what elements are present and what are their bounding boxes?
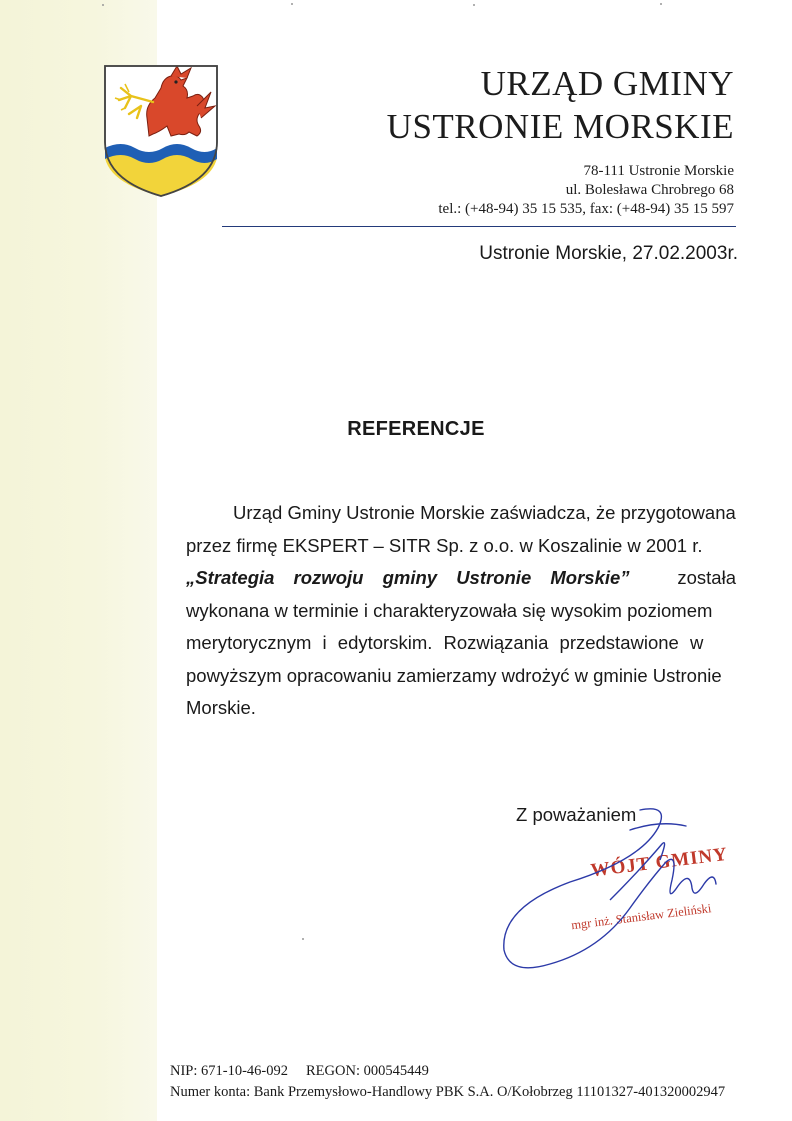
body-line: powyższym opracowaniu zamierzamy wdrożyć w gminie Ustronie xyxy=(186,664,722,686)
contact-phone-fax: tel.: (+48-94) 35 15 535, fax: (+48-94) 35 15 597 xyxy=(438,201,734,217)
stamp-name: mgr inż. Stanisław Zieliński xyxy=(570,901,713,933)
footer-bank-account: Numer konta: Bank Przemysłowo-Handlowy PBK S.A. O/Kołobrzeg 11101327-401320002947 xyxy=(170,1084,726,1100)
body-line: Urząd Gminy Ustronie Morskie zaświadcza, że przygotowana xyxy=(233,502,736,523)
address-block xyxy=(314,162,734,219)
coat-of-arms-logo xyxy=(101,62,221,200)
strategy-document-title: „Strategia rozwoju gminy Ustronie Morskie” xyxy=(186,567,630,588)
address-street: ul. Bolesława Chrobrego 68 xyxy=(565,182,734,198)
handwritten-signature xyxy=(504,809,716,968)
footer-regon: REGON: 000545449 xyxy=(306,1063,429,1079)
scan-speck xyxy=(291,3,293,5)
body-line-end: została xyxy=(677,567,736,588)
document-title: REFERENCJE xyxy=(347,418,485,440)
footer-ids xyxy=(170,1061,750,1082)
organization-name-line1: URZĄD GMINY xyxy=(480,64,734,103)
body-line: merytorycznym i edytorskim. Rozwiązania przedstawione w xyxy=(186,632,704,653)
signature-and-stamp xyxy=(490,800,760,975)
footer-nip: NIP: 671-10-46-092 xyxy=(170,1063,289,1079)
scan-speck xyxy=(302,938,304,940)
organization-name xyxy=(254,62,734,148)
scan-speck xyxy=(102,4,104,6)
body-line: wykonana w terminie i charakteryzowała się wysokim poziomem xyxy=(186,599,713,621)
letter-body xyxy=(186,497,736,725)
stamp-office: WÓJT GMINY xyxy=(589,843,729,882)
scan-speck xyxy=(660,3,662,5)
place-and-date: Ustronie Morskie, 27.02.2003r. xyxy=(479,243,738,264)
address-postal: 78-111 Ustronie Morskie xyxy=(583,163,734,179)
footer xyxy=(170,1061,750,1103)
body-line: Morskie. xyxy=(186,697,256,718)
header-divider xyxy=(222,226,736,227)
body-line: przez firmę EKSPERT – SITR Sp. z o.o. w Koszalinie w 2001 r. xyxy=(186,534,703,556)
organization-name-line2: USTRONIE MORSKIE xyxy=(386,107,734,146)
closing-salutation: Z poważaniem xyxy=(516,804,637,825)
body-line xyxy=(186,562,736,595)
scan-speck xyxy=(473,4,475,6)
